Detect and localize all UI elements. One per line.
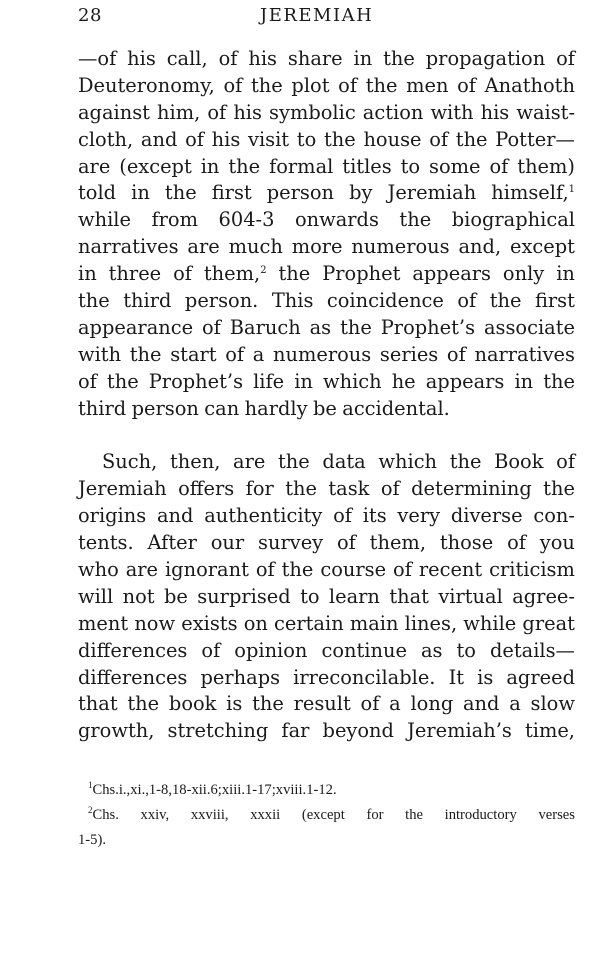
word: of xyxy=(255,558,275,582)
word: slow xyxy=(530,692,575,716)
page-header xyxy=(78,5,575,31)
footnote-reference: 2 xyxy=(260,265,267,277)
word: to xyxy=(300,584,320,608)
word: his xyxy=(211,127,241,151)
word: xiii. xyxy=(221,782,245,798)
word: on xyxy=(243,611,268,635)
word: tents. xyxy=(78,531,134,555)
word: the xyxy=(129,342,162,366)
word: the xyxy=(285,477,317,501)
word: are xyxy=(125,558,159,582)
footnote-marker: 1 xyxy=(88,780,93,790)
word: very xyxy=(397,504,441,528)
word: appearance xyxy=(78,315,194,339)
word: person xyxy=(266,181,335,205)
word: of xyxy=(225,342,245,366)
footnote-2 xyxy=(78,803,575,828)
word: Such, xyxy=(102,450,158,474)
word: first xyxy=(211,181,252,205)
word: a xyxy=(252,342,265,366)
word: xxxii xyxy=(250,807,281,823)
word: great xyxy=(522,611,575,635)
word: time, xyxy=(524,719,575,743)
text-line xyxy=(78,288,575,315)
word: origins xyxy=(78,504,147,528)
word: and xyxy=(156,504,194,528)
word: series xyxy=(379,342,439,366)
word: verses xyxy=(538,807,575,823)
word: the xyxy=(489,289,522,313)
word: house xyxy=(363,127,422,151)
word: the xyxy=(78,289,110,313)
word: waist- xyxy=(516,100,575,124)
word: is xyxy=(226,692,243,716)
text-line xyxy=(78,691,575,718)
word: of xyxy=(78,369,97,393)
word: call, xyxy=(166,47,208,70)
word: After xyxy=(147,531,197,555)
text-line xyxy=(78,369,575,396)
word: to xyxy=(456,638,476,662)
text-line xyxy=(78,476,575,503)
word: determining xyxy=(411,477,532,501)
word: are xyxy=(78,154,111,178)
word: his xyxy=(248,47,277,70)
text-line xyxy=(78,46,575,73)
word: data xyxy=(322,450,366,474)
text-line xyxy=(78,530,575,557)
text-line xyxy=(78,557,575,584)
word: the xyxy=(449,450,482,474)
word: of xyxy=(556,47,575,70)
word: Jeremiah’s xyxy=(407,719,512,743)
word: 604-3 xyxy=(218,208,275,232)
word: offers xyxy=(178,477,235,501)
word: a xyxy=(389,692,401,716)
word: recent xyxy=(418,558,483,582)
word: the xyxy=(405,807,423,823)
word: then, xyxy=(169,450,221,474)
word: 1-12. xyxy=(306,782,337,798)
word: result xyxy=(293,692,351,716)
word: of xyxy=(202,315,221,339)
word: to xyxy=(296,127,317,151)
word: Potter— xyxy=(495,127,575,151)
word: more xyxy=(291,235,343,259)
word: third xyxy=(123,289,172,313)
word: which xyxy=(378,450,438,474)
text-line xyxy=(78,154,575,181)
word: now xyxy=(134,611,176,635)
word: person xyxy=(131,396,199,420)
word: the xyxy=(164,181,197,205)
footnote-2-continued xyxy=(78,828,575,853)
word: Deuteronomy, xyxy=(78,73,215,97)
word: course xyxy=(320,558,387,582)
word: of xyxy=(218,47,238,70)
word: our xyxy=(210,531,245,555)
text-line xyxy=(78,207,575,234)
paragraph-2 xyxy=(78,449,575,745)
word: by xyxy=(349,181,373,205)
word: differences xyxy=(78,638,188,662)
word: hardly xyxy=(244,396,308,420)
word: xi., xyxy=(130,782,149,798)
word: biographical xyxy=(451,208,575,232)
word: plot xyxy=(291,73,330,97)
word: who xyxy=(78,558,119,582)
footnote-marker: 2 xyxy=(88,805,93,815)
word: continue xyxy=(321,638,407,662)
word: formal xyxy=(269,154,334,178)
word: the xyxy=(399,208,432,232)
word: you xyxy=(539,531,575,555)
text-line xyxy=(78,638,575,665)
word: which xyxy=(322,369,382,393)
text-line xyxy=(78,127,575,154)
word: of xyxy=(333,504,352,528)
word: surprised xyxy=(197,584,291,608)
word: agreed xyxy=(506,665,575,689)
word: to xyxy=(400,154,421,178)
word: of xyxy=(457,73,476,97)
word: action xyxy=(362,100,424,124)
word: that xyxy=(389,584,429,608)
word: appears xyxy=(412,262,491,286)
word: the xyxy=(252,692,284,716)
word: his xyxy=(233,100,262,124)
word: the xyxy=(278,262,311,286)
footnote-reference: 1 xyxy=(568,184,575,196)
word: himself,$^1$ xyxy=(491,181,575,205)
word: the xyxy=(323,127,356,151)
word: with xyxy=(78,342,122,366)
word: the xyxy=(127,692,160,716)
word: cloth, xyxy=(78,127,134,151)
word: them, xyxy=(369,531,426,555)
text-line xyxy=(78,503,575,530)
word: not xyxy=(122,584,155,608)
word: numerous xyxy=(273,342,372,366)
word: titles xyxy=(342,154,392,178)
word: told xyxy=(78,181,117,205)
word: growth, xyxy=(78,719,155,743)
word: far xyxy=(281,719,310,743)
word: he xyxy=(391,369,416,393)
word: of xyxy=(338,73,358,97)
word: criticism xyxy=(489,558,575,582)
word: with xyxy=(430,100,474,124)
word: share xyxy=(287,47,343,70)
word: 18-xii. xyxy=(171,782,211,798)
word: those xyxy=(439,531,494,555)
word: as xyxy=(420,638,443,662)
text-line xyxy=(78,584,575,611)
word: details— xyxy=(489,638,575,662)
word: of xyxy=(201,638,221,662)
word: are xyxy=(233,450,266,474)
word: of xyxy=(207,100,227,124)
word: ment xyxy=(78,611,129,635)
word: This xyxy=(271,289,314,313)
word: for xyxy=(245,477,274,501)
word: and xyxy=(462,692,500,716)
word: exists xyxy=(181,611,238,635)
word: of xyxy=(185,127,204,151)
word: of xyxy=(360,692,380,716)
word: of xyxy=(429,127,449,151)
word: while xyxy=(78,208,131,232)
word: from xyxy=(151,208,198,232)
text-line xyxy=(78,665,575,692)
word: the xyxy=(455,127,488,151)
word: the xyxy=(228,154,261,178)
word: of xyxy=(173,262,192,286)
word: beyond xyxy=(322,719,394,743)
word: in xyxy=(131,181,150,205)
word: main xyxy=(349,611,399,635)
word: the xyxy=(106,369,139,393)
word: much xyxy=(228,235,283,259)
word: some xyxy=(429,154,481,178)
word: Jeremiah xyxy=(78,477,167,501)
word: his xyxy=(127,47,156,70)
word: in xyxy=(200,154,220,178)
word: the xyxy=(365,73,398,97)
word: 1-5). xyxy=(78,832,106,848)
word: Anathoth xyxy=(484,73,575,97)
word: a xyxy=(509,692,521,716)
word: will xyxy=(78,584,114,608)
word: ignorant xyxy=(164,558,249,582)
word: of xyxy=(507,531,526,555)
word: be xyxy=(312,396,337,420)
word: certain xyxy=(274,611,344,635)
word: —of xyxy=(78,47,117,70)
page-number: 28 xyxy=(78,5,102,26)
word: agree- xyxy=(512,584,575,608)
word: them) xyxy=(517,154,575,178)
word: the xyxy=(281,558,314,582)
word: (except xyxy=(301,807,345,823)
word: Prophet’s xyxy=(380,315,476,339)
word: introductory xyxy=(444,807,517,823)
word: of xyxy=(457,289,477,313)
word: except xyxy=(510,235,575,259)
footnotes xyxy=(78,778,575,853)
word: 1-17; xyxy=(244,782,276,798)
text-line xyxy=(78,261,575,288)
word: (except xyxy=(119,154,192,178)
running-title: JEREMIAH xyxy=(260,5,374,26)
word: Prophet’s xyxy=(148,369,244,393)
text-line xyxy=(78,315,575,342)
word: narratives xyxy=(474,342,575,366)
word: xxviii, xyxy=(190,807,229,823)
word: life xyxy=(253,369,285,393)
word: the xyxy=(278,450,310,474)
word: of xyxy=(556,450,575,474)
word: survey xyxy=(258,531,324,555)
text-line xyxy=(78,73,575,100)
word: virtual xyxy=(438,584,503,608)
word: him, xyxy=(157,100,201,124)
word: as xyxy=(309,315,332,339)
word: narratives xyxy=(78,235,179,259)
word: diverse xyxy=(450,504,523,528)
word: It xyxy=(448,665,465,689)
text-line xyxy=(78,449,575,476)
word: associate xyxy=(483,315,575,339)
word: against xyxy=(78,100,150,124)
word: only xyxy=(502,262,545,286)
word: xxiv, xyxy=(140,807,170,823)
word: symbolic xyxy=(269,100,356,124)
word: and, xyxy=(458,235,502,259)
word: in xyxy=(294,369,313,393)
word: $^1$Chs. xyxy=(88,780,119,798)
word: three xyxy=(108,262,162,286)
word: irreconcilable. xyxy=(293,665,436,689)
paragraph-1 xyxy=(78,46,575,422)
word: is xyxy=(477,665,494,689)
word: 1-8, xyxy=(148,782,172,798)
word: authenticity xyxy=(204,504,323,528)
word: start xyxy=(170,342,217,366)
word: Baruch xyxy=(229,315,301,339)
word: them,$^2$ xyxy=(203,262,267,286)
paragraph-gap xyxy=(78,422,575,449)
word: of xyxy=(380,477,400,501)
word: xviii. xyxy=(275,782,307,798)
word: $^2$Chs. xyxy=(88,805,119,823)
word: visit xyxy=(247,127,290,151)
word: Jeremiah xyxy=(387,181,477,205)
word: perhaps xyxy=(200,665,281,689)
word: in xyxy=(556,262,575,286)
word: his xyxy=(480,100,510,124)
word: onwards xyxy=(294,208,379,232)
word: its xyxy=(362,504,387,528)
word: numerous xyxy=(351,235,450,259)
word: for xyxy=(366,807,384,823)
word: Book xyxy=(494,450,544,474)
word: learn xyxy=(328,584,380,608)
word: be xyxy=(163,584,188,608)
word: men xyxy=(406,73,449,97)
word: book xyxy=(168,692,217,716)
word: can xyxy=(204,396,240,420)
word: appears xyxy=(425,369,505,393)
word: of xyxy=(446,342,466,366)
word: of xyxy=(223,73,243,97)
text-line xyxy=(78,611,575,638)
word: differences xyxy=(78,665,188,689)
word: third xyxy=(78,396,127,420)
word: lines, xyxy=(404,611,458,635)
word: the xyxy=(543,369,575,393)
word: opinion xyxy=(234,638,308,662)
text-line xyxy=(78,342,575,369)
word: propagation xyxy=(425,47,546,70)
word: Prophet xyxy=(322,262,401,286)
word: the xyxy=(340,315,372,339)
word: of xyxy=(489,154,509,178)
text-line xyxy=(78,100,575,127)
text-line xyxy=(78,180,575,207)
text-line xyxy=(78,396,575,423)
word: the xyxy=(251,73,283,97)
word: person. xyxy=(184,289,259,313)
word: first xyxy=(534,289,575,313)
word: 6; xyxy=(210,782,222,798)
body-text xyxy=(78,46,575,745)
word: the xyxy=(543,477,575,501)
word: stretching xyxy=(167,719,269,743)
word: the xyxy=(383,47,415,70)
word: and xyxy=(140,127,178,151)
word: task xyxy=(328,477,370,501)
word: con- xyxy=(533,504,575,528)
word: long xyxy=(410,692,454,716)
word: of xyxy=(336,531,356,555)
word: in xyxy=(353,47,373,70)
word: in xyxy=(514,369,534,393)
footnote-1 xyxy=(78,778,575,803)
word: of xyxy=(393,558,412,582)
word: i., xyxy=(118,782,131,798)
word: coincidence xyxy=(326,289,444,313)
text-line xyxy=(78,234,575,261)
word: while xyxy=(463,611,517,635)
word: in xyxy=(78,262,97,286)
word: are xyxy=(187,235,220,259)
word: accidental. xyxy=(342,396,450,420)
text-line xyxy=(78,718,575,745)
word: that xyxy=(78,692,118,716)
